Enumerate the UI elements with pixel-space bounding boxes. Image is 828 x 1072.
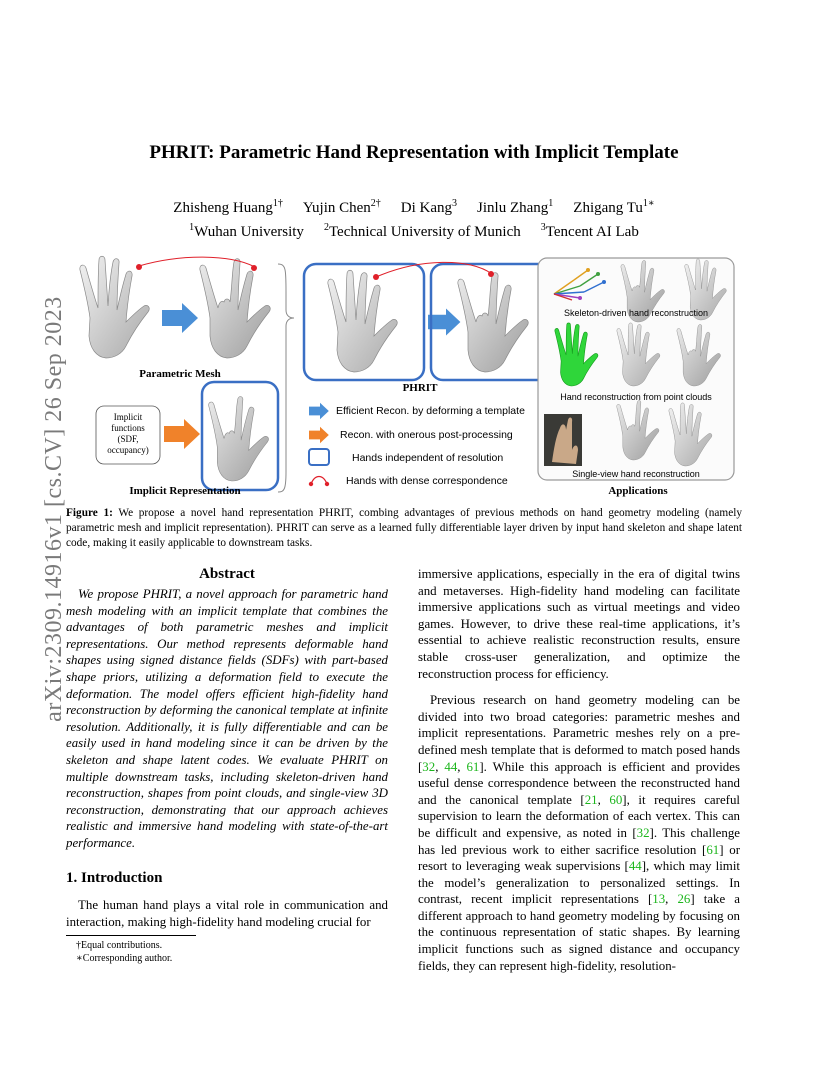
- abstract-text: We propose PHRIT, a novel approach for parametric hand mesh modeling with an implicit template that combines the advantages of both parametric meshes and implicit representations. Our method represents deformable hand shapes using signed distance fields (SDFs) with part-based shape priors, utilizing a deformation field to execute the deformation. The model offers efficient high-fidelity hand reconstruction by deforming the canonical template at infinite resolution. Additionally, it is fully differentiable and can be easily used in hand modeling since it can be driven by the skeleton and shape latent codes. We evaluate PHRIT on multiple downstream tasks, including skeleton-driven hand reconstruction, shapes from point clouds, and single-view 3D reconstruction, demonstrating that our approach achieves realistic and immersive hand modeling with state-of-the-art performance.: [66, 587, 388, 850]
- implicit-hand-icon: [209, 397, 269, 481]
- implicit-label: Implicit Representation: [129, 485, 241, 497]
- right-column: [418, 566, 740, 974]
- citation-link[interactable]: 32: [422, 759, 436, 774]
- app-caption: Single-view hand reconstruction: [572, 469, 700, 479]
- phrit-hand-open-icon: [328, 270, 397, 372]
- author-name: Yujin Chen$^{2\dagger}$: [302, 198, 381, 216]
- parametric-mesh-label: Parametric Mesh: [139, 368, 221, 380]
- parametric-hand-posed-icon: [200, 259, 270, 358]
- phrit-hand-posed-icon: [458, 273, 528, 372]
- citation-link[interactable]: 44: [444, 759, 458, 774]
- footnote: ∗Corresponding author.: [76, 953, 173, 964]
- citation-link[interactable]: 13: [652, 892, 666, 907]
- citation-link[interactable]: 26: [677, 892, 691, 907]
- citation-link[interactable]: 60: [609, 792, 623, 807]
- applications-label: Applications: [608, 485, 668, 497]
- footnotes: [66, 935, 388, 965]
- author-name: Zhisheng Huang$^{1\dagger}$: [173, 198, 283, 216]
- paragraph: Previous research on hand geometry modeling can be divided into two broad categories: parametric meshes and implicit representations. Parametric meshes rely on a pre-defined mesh template that is deformed to match posed hands [32, 44, 61]. While this approach is efficient and provides useful dense correspondence between the reconstructed hand and the canonical template [21, 60], it requires careful supervision to learn the deformation of each vertex. This can be difficult and expensive, as noted in [32]. This challenge has led previous work to either sacrifice resolution [61] or resort to leveraging weak supervisions [44], which may limit the model’s generalization to personalized settings. In contrast, recent implicit representations [13, 26] take a different approach to hand geometry modeling by focusing on the continuous representation of static shapes. By learning implicit functions such as signed distance and occupancy fields, they can represent high-fidelity, resolution-: [418, 693, 741, 973]
- abstract-heading: Abstract: [199, 566, 255, 582]
- author-name: Jinlu Zhang$^1$: [477, 198, 554, 216]
- introduction-body: [66, 897, 388, 930]
- legend-item: Hands independent of resolution: [352, 452, 504, 464]
- orange-arrow-icon: [164, 419, 200, 449]
- paragraph: The human hand plays a vital role in communication and interaction, making high-fidelity hand modeling crucial for: [66, 898, 388, 929]
- section-heading-introduction: 1. Introduction: [66, 870, 163, 886]
- figure-1: [60, 252, 750, 502]
- abstract-body: [66, 586, 388, 852]
- legend-item: Recon. with onerous post-processing: [340, 429, 513, 441]
- implicit-box-line: Implicit: [113, 412, 143, 422]
- citation-link[interactable]: 32: [636, 825, 650, 840]
- arxiv-identifier: arXiv:2309.14916v1 [cs.CV] 26 Sep 2023: [41, 296, 67, 722]
- author-name: Di Kang$^3$: [400, 198, 458, 216]
- caption-text: We propose a novel hand representation PHRIT, combing advantages of previous methods on hand geometry modeling (namely parametric mesh and implicit representation). PHRIT can serve as a learned fully differentiable layer driven by input hand skeleton and shape latent code, making it easily applicable to downstream tasks.: [66, 507, 743, 549]
- paper-title: PHRIT: Parametric Hand Representation with Implicit Template: [149, 142, 679, 163]
- figure-caption: [66, 506, 742, 551]
- implicit-box-line: occupancy): [107, 445, 149, 455]
- affiliation: $^1$Wuhan University: [189, 222, 304, 240]
- legend-item: Efficient Recon. by deforming a template: [336, 405, 525, 417]
- implicit-box-line: functions: [111, 423, 145, 433]
- affiliation: $^2$Technical University of Munich: [323, 222, 521, 240]
- paragraph: immersive applications, especially in the era of digital twins and metaverses. High-fidelity hand modeling can facilitate immersive applications such as virtual meetings and video games. However, to drive these real-time applications, it’s essential to achieve realistic reconstruction results, ensure stable cross-user generalization, and optimize the reconstruction process for efficiency.: [418, 567, 740, 681]
- legend-arc-icon: [311, 477, 327, 485]
- citation-link[interactable]: 44: [628, 859, 642, 874]
- citation-link[interactable]: 61: [706, 842, 720, 857]
- phrit-label: PHRIT: [402, 382, 438, 394]
- implicit-functions-box: [97, 412, 159, 456]
- caption-label: Figure 1:: [66, 507, 113, 519]
- footnote: †Equal contributions.: [76, 940, 163, 951]
- blue-arrow-icon: [162, 303, 198, 333]
- affiliation-list: [80, 218, 748, 242]
- affiliation: $^3$Tencent AI Lab: [540, 222, 639, 240]
- author-block: [80, 194, 748, 242]
- implicit-box-line: (SDF,: [117, 434, 139, 444]
- citation-link[interactable]: 61: [466, 759, 480, 774]
- author-name: Zhigang $Tu^{1∗}$: [573, 198, 655, 216]
- citation-link[interactable]: 21: [584, 792, 598, 807]
- parametric-hand-open-icon: [80, 256, 149, 358]
- legend-item: Hands with dense correspondence: [346, 475, 508, 487]
- author-list: [80, 194, 748, 218]
- app-caption: Skeleton-driven hand reconstruction: [563, 308, 709, 318]
- app-caption: Hand reconstruction from point clouds: [560, 392, 712, 402]
